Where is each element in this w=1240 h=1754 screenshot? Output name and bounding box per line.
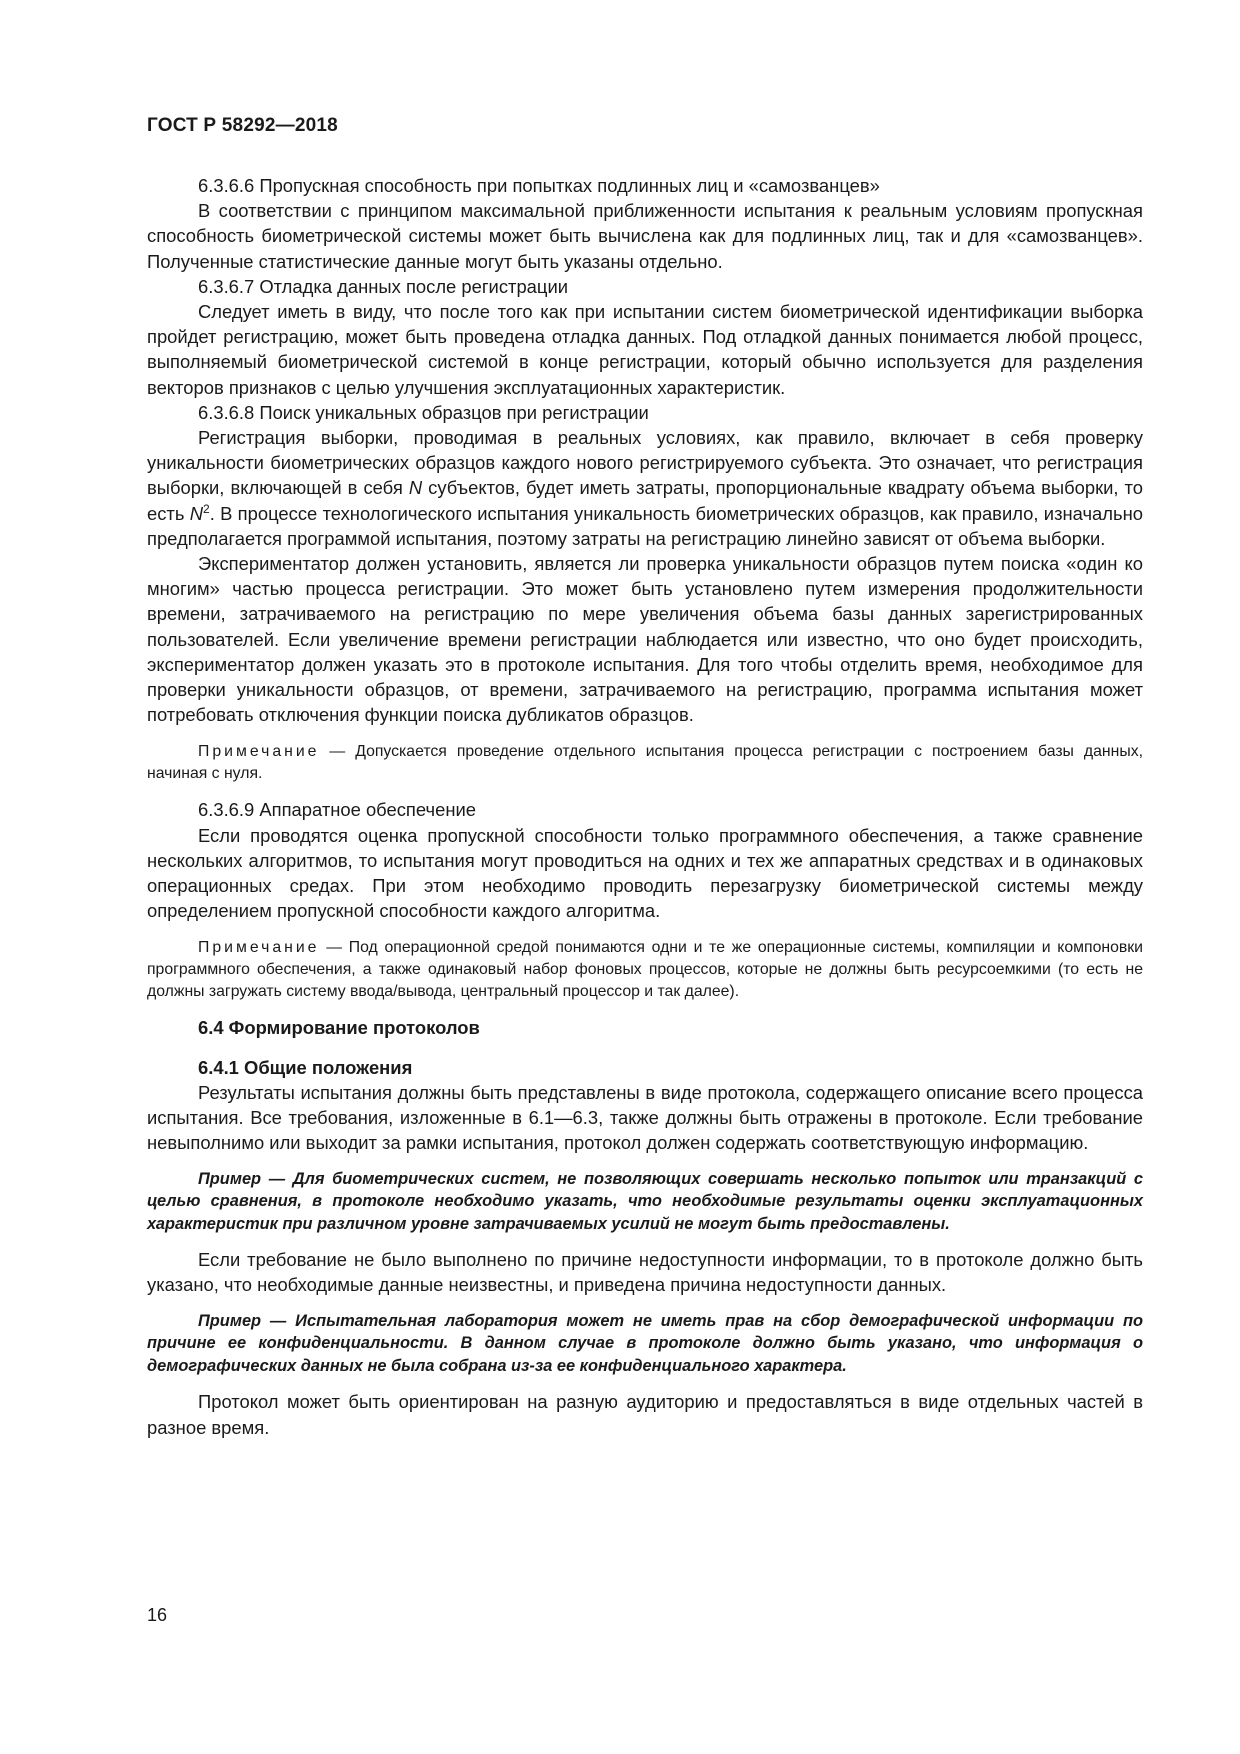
note-text: — Под операционной средой понимаются одни и те же операционные системы, компиляции и компоновки программного обеспечения, а также одинаковый набор фоновых процессов, которые не должны быть ресурсоемкими (то есть не должны загружать систему ввода/вывода, центральный процессор и так далее). <box>147 939 1143 1001</box>
document-body <box>147 173 1143 1440</box>
page-number: 16 <box>147 1605 168 1625</box>
paragraph: Экспериментатор должен установить, является ли проверка уникальности образцов путем поиска «один ко многим» частью процесса регистрации. Это может быть установлено путем измерения продолжительности времени, затрачиваемого на регистрацию по мере увеличения объема базы данных зарегистрированных пользователей. Если увеличение времени регистрации наблюдается или известно, что оно будет происходить, экспериментатор должен указать это в протоколе испытания. Для того чтобы отделить время, необходимое для проверки уникальности образцов, от времени, затрачиваемого на регистрацию, программа испытания может потребовать отключения функции поиска дубликатов образцов. <box>147 553 1143 726</box>
section-6-4-title: 6.4 Формирование протоколов <box>198 1017 480 1039</box>
note-text: — Допускается проведение отдельного испытания процесса регистрации с построением базы данных, начиная с нуля. <box>147 743 1143 783</box>
paragraph: В соответствии с принципом максимальной приближенности испытания к реальным условиям пропускная способность биометрической системы может быть вычислена как для подлинных лиц, так и для «самозванцев». Полученные статистические данные могут быть указаны отдельно. <box>147 200 1143 272</box>
example: Пример — Испытательная лаборатория может не иметь прав на сбор демографической информации по причине ее конфиденциальности. В данном случае в протоколе должно быть указано, что информация о демографических данных не была собрана из-за ее конфиденциального характера. <box>147 1311 1143 1375</box>
paragraph: Если проводятся оценка пропускной способности только программного обеспечения, а также сравнение нескольких алгоритмов, то испытания могут проводиться на одних и тех же аппаратных средствах и в одинаковых операционных средах. При этом необходимо проводить перезагрузку биометрической системы между определением пропускной способности каждого алгоритма. <box>147 824 1143 922</box>
paragraph <box>147 425 1143 551</box>
standard-code-header: ГОСТ Р 58292—2018 <box>147 115 338 136</box>
note-label: Примечание <box>198 743 320 761</box>
example: Пример — Для биометрических систем, не позволяющих совершать несколько попыток или транзакций с целью сравнения, в протоколе необходимо указать, что необходимые результаты оценки эксплуатационных характеристик при различном уровне затрачиваемых усилий не могут быть предоставлены. <box>147 1169 1143 1233</box>
text-run: субъектов, будет иметь затраты, пропорциональные квадрату объема выборки, то есть <box>147 477 1144 524</box>
text-run: Регистрация выборки, проводимая в реальных условиях, как правило, включает в себя проверку уникальности биометрических образцов каждого нового регистрируемого субъекта. Это означает, что регистрация выборки, включающей в себя <box>147 427 1143 499</box>
paragraph: Следует иметь в виду, что после того как при испытании систем биометрической идентификации выборка пройдет регистрацию, может быть проведена отладка данных. Под отладкой данных понимается любой процесс, выполняемый биометрической системой в конце регистрации, который обычно используется для разделения векторов признаков с целью улучшения эксплуатационных характеристик. <box>147 301 1143 398</box>
section-6-3-6-6-title: 6.3.6.6 Пропускная способность при попытках подлинных лиц и «самозванцев» <box>198 175 880 196</box>
text-run: . В процессе технологического испытания уникальность биометрических образцов, как правило, изначально предполагается программой испытания, поэтому затраты на регистрацию линейно зависят от объема выборки. <box>147 502 1143 549</box>
variable-n: N <box>189 502 204 524</box>
note <box>147 937 1143 1003</box>
section-6-3-6-8-title: 6.3.6.8 Поиск уникальных образцов при регистрации <box>198 401 649 423</box>
variable-n: N <box>408 477 423 499</box>
paragraph: Результаты испытания должны быть представлены в виде протокола, содержащего описание всего процесса испытания. Все требования, изложенные в 6.1—6.3, также должны быть отражены в протоколе. Если требование невыполнимо или выходит за рамки испытания, протокол должен содержать соответствующую информацию. <box>147 1081 1143 1154</box>
paragraph: Если требование не было выполнено по причине недоступности информации, то в протоколе должно быть указано, что необходимые данные неизвестны, и приведена причина недоступности данных. <box>147 1249 1143 1296</box>
section-6-3-6-9-title: 6.3.6.9 Аппаратное обеспечение <box>198 799 476 821</box>
section-6-3-6-7-title: 6.3.6.7 Отладка данных после регистрации <box>198 275 568 297</box>
note <box>147 741 1143 785</box>
superscript: 2 <box>203 501 210 516</box>
section-6-4-1-title: 6.4.1 Общие положения <box>198 1056 413 1078</box>
paragraph: Протокол может быть ориентирован на разную аудиторию и предоставляться в виде отдельных частей в разное время. <box>147 1391 1143 1438</box>
note-label: Примечание <box>198 939 320 957</box>
